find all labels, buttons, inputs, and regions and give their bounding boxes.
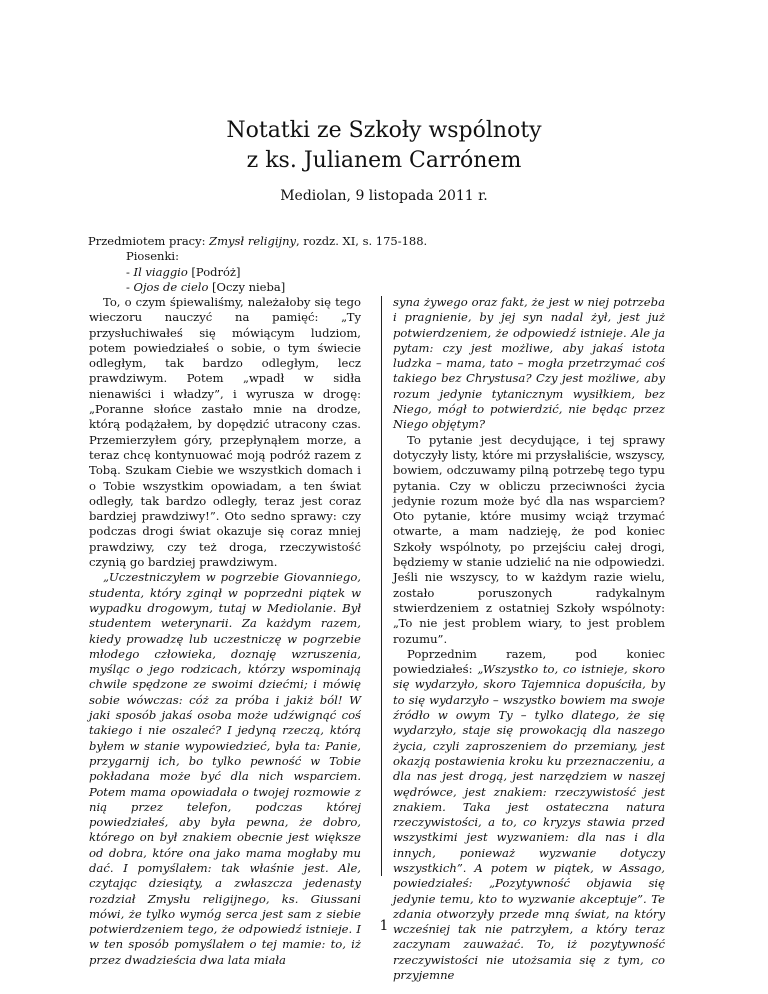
right-column	[393, 295, 666, 983]
title-line-2: z ks. Julianem Carrónem	[246, 148, 522, 173]
right-paragraph-3: Poprzednim razem, pod koniec powiedziałeś: „Wszystko to, co istnieje, skoro się wydarzyło, skoro Tajemnica dopuściła, by to się wydarzyło – wszystko bowiem ma swoje źródło w owym Ty – tylko dlatego, że się wydarzyło, staje się prowokacją dla naszego życia, czyli zaproszeniem do przemiany, jest okazją postawienia kroku ku przeznaczeniu, a dla nas jest drogą, jest narzędziem w naszej wędrówce, jest znakiem: rzeczywistość jest znakiem. Taka jest ostateczna natura rzeczywistości, a to, co kryzys stawia przed wszystkimi jest wyzwaniem: dla nas i dla innych, ponieważ wyzwanie dotyczy wszystkich”. A potem w piątek, w Assago, powiedziałeś: „Pozytywność objawia się jedynie temu, kto to wyzwanie akceptuje”. Te zdania otworzyły przede mną świat, na który wcześniej tak nie patrzyłem, a który teraz zaczynam zauważać. To, iż pozytywność rzeczywistości nie utożsamia się z tym, co przyjemne	[393, 646, 665, 983]
page-number: 1	[379, 918, 389, 934]
column-divider	[381, 296, 382, 876]
date-line: Mediolan, 9 listopada 2011 r.	[280, 188, 488, 204]
intro-block	[88, 234, 688, 295]
page-title	[0, 116, 768, 176]
right-paragraph-2: To pytanie jest decydujące, i tej sprawy dotyczyły listy, które mi przysłaliście, wszyscy, bowiem, odczuwamy pilną potrzebę tego typu pytania. Czy w obliczu przeciwności życia jedynie rozum może być dla nas wsparciem? Oto pytanie, które musimy wciąż trzymać otwarte, a mam nadzieję, że pod koniec Szkoły wspólnoty, po przejściu całej drogi, będziemy w stanie udzielić na nie odpowiedzi. Jeśli nie wszyscy, to w każdym razie wielu, zostało poruszonych radykalnym stwierdzeniem z ostatniej Szkoły wspólnoty: „To nie jest problem wiary, to jest problem rozumu”.	[393, 432, 666, 646]
left-column	[89, 295, 361, 967]
song-item-1: - Il viaggio [Podróż]	[126, 264, 241, 279]
title-line-1: Notatki ze Szkoły wspólnoty	[226, 118, 542, 143]
left-paragraph-1: To, o czym śpiewaliśmy, należałoby się tego wieczoru nauczyć na pamięć: „Ty przysłuchiwałeś się mówiącym ludziom, potem powiedziałeś o sobie, o tym świecie odległym, tak bardzo odległym, lecz prawdziwym. Potem „wpadł w sidła nienawiści i władzy”, i wyrusza w drogę: „Poranne słońce zastało mnie na drodze, którą podążałem, by dopędzić utracony czas. Przemierzyłem góry, przepłynąłem morze, a teraz chcę kontynuować moją podróż razem z Tobą. Szukam Ciebie we wszystkich domach i o Tobie wszystkim opowiadam, a ten świat odległy, tak bardzo odległy, teraz jest coraz bardziej prawdziwy!”. Oto sedno sprawy: czy podczas drogi świat okazuje się coraz mniej prawdziwy, czy też droga, rzeczywistość czynią go bardziej prawdziwym.	[89, 295, 361, 570]
song-item-2: - Ojos de cielo [Oczy nieba]	[126, 279, 286, 294]
songs-label: Piosenki:	[126, 249, 179, 264]
left-paragraph-2: „Uczestniczyłem w pogrzebie Giovanniego, studenta, który zginął w poprzedni piątek w wypadku drogowym, tutaj w Mediolanie. Był studentem weterynarii. Za każdym razem, kiedy prowadzę lub uczestniczę w pogrzebie młodego człowieka, doznaję wzruszenia, myśląc o jego rodzicach, którzy wspominają chwile spędzone ze swoimi dziećmi; i mówię sobie wówczas: cóż za próba i jakiż ból! W jaki sposób jakaś osoba może udźwignąć coś takiego i nie oszaleć? I jedyną rzeczą, którą byłem w stanie wypowiedzieć, była ta: Panie, przygarnij ich, bo tylko pewność w Tobie pokładana może być dla nich wsparciem. Potem mama opowiadała o twojej rozmowie z nią przez telefon, podczas której powiedziałeś, aby była pewna, że dobro, którego on był znakiem obecnie jest większe od dobra, które ona jako mama mogłaby mu dać. I pomyślałem: tak właśnie jest. Ale, czytając dziesiąty, a zwłaszcza jedenasty rozdział Zmysłu religijnego, ks. Giussani mówi, że tylko wymóg serca jest sam z siebie potwierdzeniem tego, że odpowiedź istnieje. I w ten sposób pomyślałem o tej mamie: to, iż przez dwadzieścia dwa lata miała	[89, 570, 361, 967]
right-paragraph-1: syna żywego oraz fakt, że jest w niej potrzeba i pragnienie, by jej syn nadal żył, jest już potwierdzeniem, że odpowiedź istnieje. Ale ja pytam: czy jest możliwe, aby jakaś istota ludzka – mama, tato – mogła przetrzymać coś takiego bez Chrystusa? Czy jest możliwe, aby rozum jedynie tytanicznym wysiłkiem, bez Niego, mógł to potwierdzić, nie będąc przez Niego objętym?	[393, 295, 665, 432]
subject-line: Przedmiotem pracy: Zmysł religijny, rozdz. XI, s. 175-188.	[88, 234, 428, 248]
